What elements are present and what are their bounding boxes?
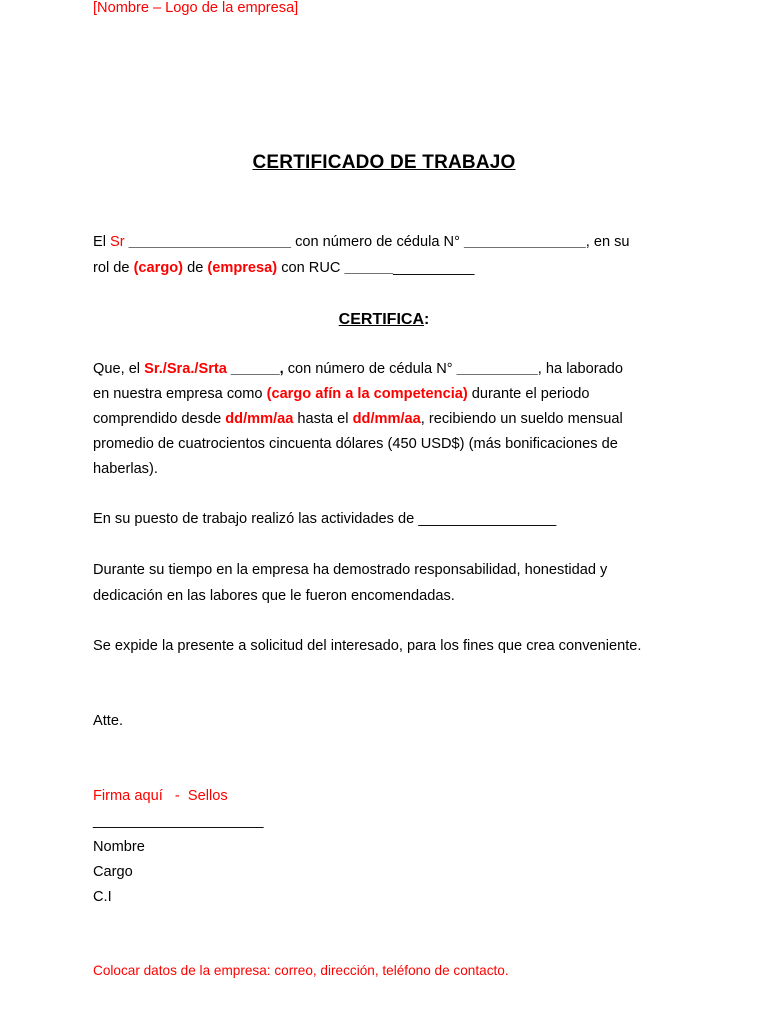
- signature-placeholder: Firma aquí - Sellos: [93, 788, 228, 804]
- signer-cargo-label: Cargo: [93, 864, 133, 880]
- certifica-heading: CERTIFICA:: [338, 311, 430, 328]
- issuance-line: Se expide la presente a solicitud del interesado, para los fines que crea conveniente.: [93, 638, 642, 654]
- signer-ci-label: C.I: [93, 889, 112, 905]
- company-logo-placeholder: [Nombre – Logo de la empresa]: [93, 0, 299, 16]
- conduct-line-1: Durante su tiempo en la empresa ha demostrado responsabilidad, honestidad y: [93, 562, 608, 578]
- body-line-4: promedio de cuatrocientos cincuenta dólares (450 USD$) (más bonificaciones de: [93, 436, 618, 452]
- body-line-3: comprendido desde dd/mm/aa hasta el dd/mm/aa, recibiendo un sueldo mensual: [93, 411, 623, 427]
- conduct-line-2: dedicación en las labores que le fueron encomendadas.: [93, 588, 455, 604]
- atte-text: Atte.: [93, 713, 124, 729]
- document-title: CERTIFICADO DE TRABAJO: [252, 152, 516, 173]
- signer-name-label: Nombre: [93, 839, 145, 855]
- signature-line: _____________________: [93, 813, 264, 829]
- activities-line: En su puesto de trabajo realizó las actividades de _________________: [93, 511, 557, 527]
- intro-line-2: rol de (cargo) de (empresa) con RUC ________________: [93, 260, 475, 276]
- body-line-1: Que, el Sr./Sra./Srta ______, con número de cédula N° __________, ha laborado: [93, 361, 623, 377]
- intro-line-1: El Sr ____________________ con número de cédula N° _______________, en su: [93, 234, 630, 250]
- footer-company-data-note: Colocar datos de la empresa: correo, dirección, teléfono de contacto.: [93, 963, 509, 978]
- body-line-2: en nuestra empresa como (cargo afín a la competencia) durante el periodo: [93, 386, 590, 402]
- body-line-5: haberlas).: [93, 461, 158, 477]
